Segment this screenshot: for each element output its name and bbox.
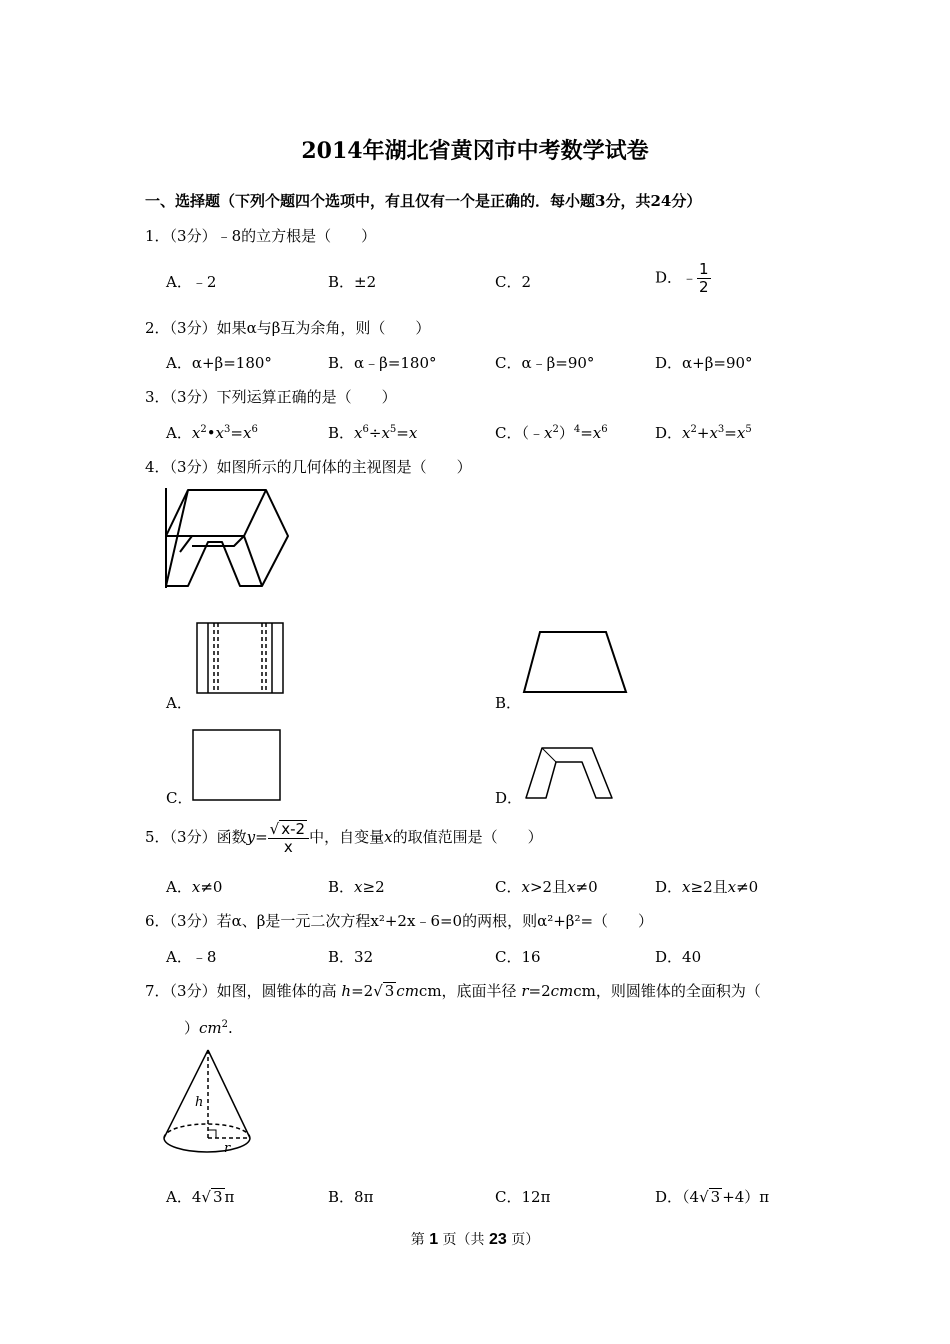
option-end: +4）π <box>722 1188 770 1206</box>
question-number: 5．（3分） <box>145 828 217 846</box>
stem-c: cm，则圆锥体的全面积为（ <box>573 982 761 1000</box>
sqrt: √ x-2 <box>269 820 306 838</box>
q2-option-d: D．α+β=90° <box>655 354 753 372</box>
sqrt: √ 3 <box>699 1188 721 1206</box>
page-number: 1 <box>429 1231 439 1248</box>
radicand: x-2 <box>281 820 306 838</box>
numerator <box>268 820 309 839</box>
q6-option-d: D．40 <box>655 948 702 966</box>
pi: π <box>224 1188 235 1206</box>
q3-option-b: B．$x^6\div x^5=x$ <box>328 424 418 442</box>
question-stem: 如图所示的几何体的主视图是（ ） <box>216 458 472 476</box>
question-1 <box>145 225 376 246</box>
q4-option-a-figure <box>196 622 284 694</box>
question-6 <box>145 910 653 931</box>
q4-option-b-figure <box>522 630 628 694</box>
stem-a: 如图，圆锥体的高 <box>216 982 337 1000</box>
q6-option-c: C．16 <box>495 948 541 966</box>
unit: cm <box>550 982 574 1000</box>
sqrt: √ 3 <box>201 1188 223 1206</box>
question-7: 7．（3分）如图，圆锥体的高 h=2√ 3 cmcm，底面半径 r=2cmcm，则圆锥体的全面积为（ <box>145 982 761 1000</box>
denominator: x <box>283 838 293 856</box>
radicand: 3 <box>384 982 395 1000</box>
question-stem: 下列运算正确的是（ ） <box>216 388 397 406</box>
question-7-cont: ）$cm^2$. <box>184 1019 233 1037</box>
question-number: 4．（3分） <box>145 458 217 476</box>
q4-option-b: B． <box>495 694 522 712</box>
q1-option-c: C．2 <box>495 273 532 291</box>
question-number: 1．（3分） <box>145 227 217 245</box>
q1-option-a: A．﹣2 <box>166 273 217 291</box>
denominator: 2 <box>699 278 709 296</box>
q4-option-a: A． <box>166 694 192 712</box>
q2-option-a: A．α+β=180° <box>166 354 272 372</box>
page-title: 2014年湖北省黄冈市中考数学试卷 <box>301 138 649 164</box>
stem-post: 中，自变量 <box>309 828 385 846</box>
option-label: D．（4 <box>655 1188 700 1206</box>
option-label: A． <box>166 1188 192 1206</box>
sqrt: √ 3 <box>373 982 395 1000</box>
q5-option-b: B．x≥2 <box>328 878 385 896</box>
q4-solid-figure <box>164 486 294 590</box>
q1-option-d <box>655 261 711 296</box>
height-label: h <box>195 1095 204 1110</box>
question-stem: 如果α与β互为余角，则（ ） <box>216 319 431 337</box>
q7-option-b: B．8π <box>328 1188 374 1206</box>
section-heading: 一、选择题（下列个题四个选项中，有且仅有一个是正确的．每小题3分，共24分） <box>145 192 702 210</box>
q3-option-a: A．$x^2•x^3=x^6$ <box>166 424 258 442</box>
q6-option-a: A．﹣8 <box>166 948 217 966</box>
q4-option-c-figure <box>192 729 282 801</box>
q7-option-a: A．4√ 3 π <box>166 1188 235 1206</box>
question-5: 5．（3分）函数y= $\frac{√ x-2}{x}$ 中，自变量x的取值范围是（ ） <box>145 820 543 856</box>
q3-option-d: D．$x^2+x^3=x^5$ <box>655 424 752 442</box>
unit: cm <box>199 1019 222 1037</box>
page-footer <box>0 1229 950 1249</box>
question-number: 3．（3分） <box>145 388 217 406</box>
q5-option-c: C．x>2且x≠0 <box>495 878 598 896</box>
q7-option-d <box>655 1186 769 1207</box>
footer-pre: 第 <box>410 1232 425 1248</box>
numerator: 1 <box>699 260 709 278</box>
total-pages: 23 <box>489 1231 507 1248</box>
radius-label: r <box>224 1141 231 1156</box>
stem-pre: 函数 <box>216 828 247 846</box>
stem-b: cm，底面半径 <box>418 982 517 1000</box>
q4-option-c: C． <box>166 789 193 807</box>
q3-option-c: C．$(﹣x^2)^4=x^6$ <box>495 424 608 442</box>
q7-cone-figure <box>162 1048 254 1158</box>
q2-option-c: C．α﹣β=90° <box>495 354 595 372</box>
question-2 <box>145 317 430 338</box>
footer-post: 页） <box>511 1232 540 1248</box>
unit: cm <box>396 982 419 1000</box>
q5-option-a: A．x≠0 <box>166 878 223 896</box>
question-stem: 若α、β是一元二次方程x²+2x﹣6=0的两根，则α²+β²=（ ） <box>216 912 654 930</box>
footer-mid: 页（共 <box>442 1232 485 1248</box>
fraction <box>268 820 309 856</box>
q1-option-b: B．±2 <box>328 273 377 291</box>
radicand: 3 <box>710 1188 721 1206</box>
question-number: 2．（3分） <box>145 319 217 337</box>
question-number: 6．（3分） <box>145 912 217 930</box>
stem-end: 的取值范围是（ ） <box>392 828 543 846</box>
q7-option-c: C．12π <box>495 1188 551 1206</box>
question-3 <box>145 386 397 407</box>
question-number: 7．（3分） <box>145 982 217 1000</box>
question-stem: ﹣8的立方根是（ ） <box>216 227 377 245</box>
q4-option-d: D． <box>495 789 523 807</box>
radicand: 3 <box>212 1188 223 1206</box>
option-label: D． <box>655 268 683 287</box>
q5-option-d: D．x≥2且x≠0 <box>655 878 759 896</box>
q4-option-d-figure <box>522 746 614 800</box>
fraction <box>697 261 711 296</box>
stem-d: ） <box>184 1019 200 1037</box>
minus-sign: ﹣ <box>682 268 698 287</box>
q6-option-b: B．32 <box>328 948 374 966</box>
question-4 <box>145 456 472 477</box>
q2-option-b: B．α﹣β=180° <box>328 354 437 372</box>
